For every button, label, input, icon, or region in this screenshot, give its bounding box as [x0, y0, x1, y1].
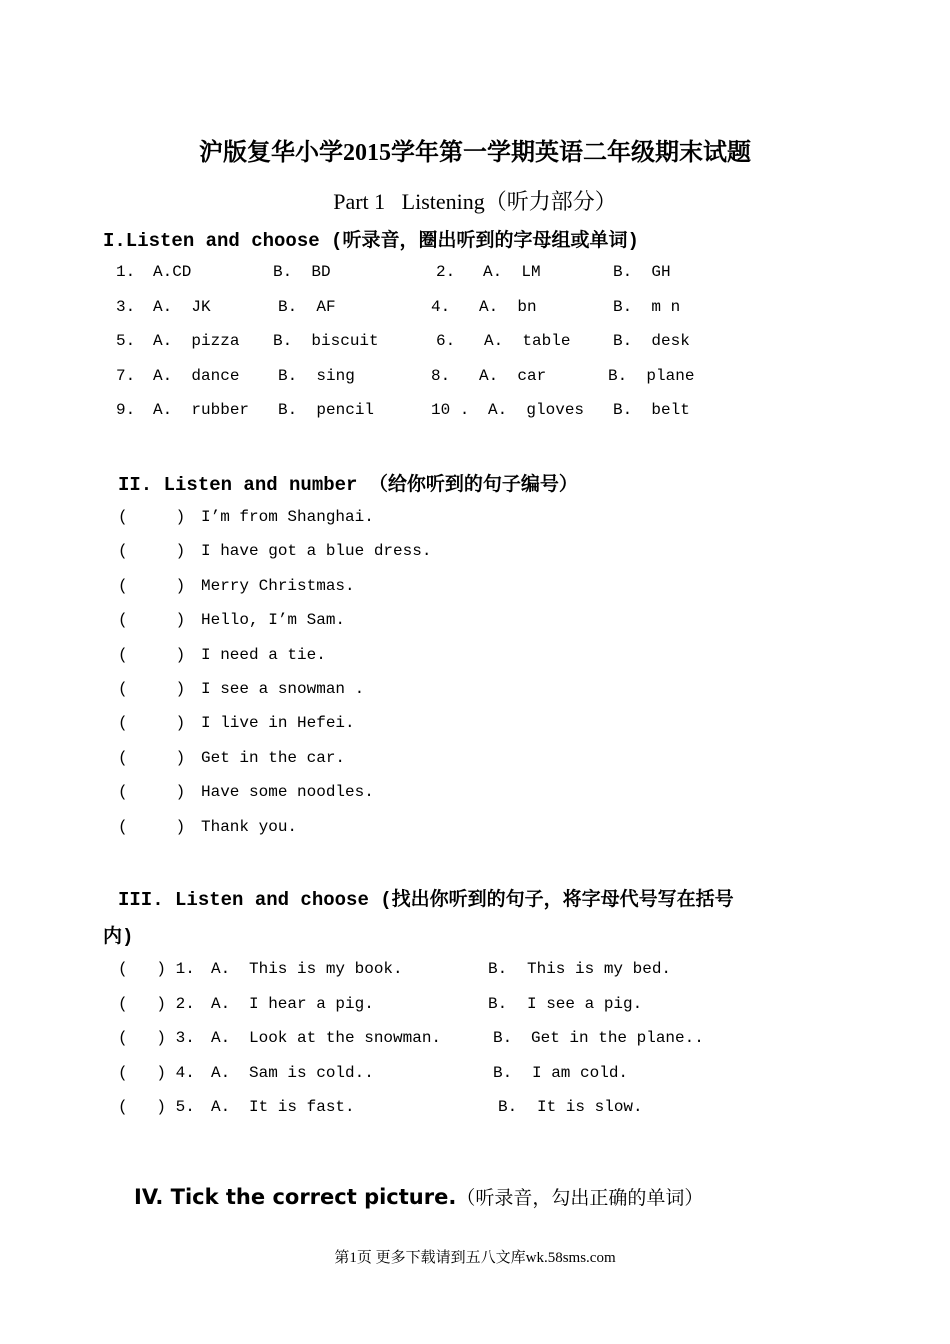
option-b: B. BD: [273, 263, 331, 281]
answer-bracket: ( ): [118, 577, 186, 595]
item-number: 3.: [116, 298, 136, 316]
option-b-text: I am cold.: [532, 1064, 629, 1082]
option-a: A. car: [479, 367, 547, 385]
option-b-text: This is my bed.: [527, 960, 672, 978]
section-4-heading: [118, 1165, 703, 1228]
sentence: Have some noodles.: [201, 783, 374, 801]
section-4-heading-cn: （听录音，勾出正确的单词）: [456, 1187, 704, 1209]
option-a-text: Sam is cold..: [249, 1064, 374, 1082]
answer-bracket: ( ): [118, 542, 186, 560]
item-number: 5.: [116, 332, 136, 350]
option-b: B. biscuit: [273, 332, 379, 350]
option-b-text: I see a pig.: [527, 995, 643, 1013]
page-title: 沪版复华小学2015学年第一学期英语二年级期末试题: [199, 140, 751, 166]
option-b: B. belt: [613, 401, 690, 419]
option-a-label: A.: [211, 1064, 231, 1082]
option-b: B. sing: [278, 367, 355, 385]
option-a: A. table: [484, 332, 571, 350]
option-b-label: B.: [493, 1064, 513, 1082]
option-a: A. LM: [483, 263, 541, 281]
section-1-heading: I.Listen and choose (听录音，圈出听到的字母组或单词): [103, 230, 639, 252]
answer-bracket: ( ): [118, 714, 186, 732]
sentence: I’m from Shanghai.: [201, 508, 374, 526]
sentence: I live in Hefei.: [201, 714, 355, 732]
item-number: 6.: [436, 332, 456, 350]
item-number: 10 .: [431, 401, 470, 419]
option-a-label: A.: [211, 1098, 231, 1116]
question-prefix: ( ) 5.: [118, 1098, 195, 1116]
option-a: A. gloves: [488, 401, 585, 419]
option-a: A. pizza: [153, 332, 240, 350]
item-number: 4.: [431, 298, 451, 316]
option-a: A.CD: [153, 263, 192, 281]
option-b: B. plane: [608, 367, 695, 385]
sentence: Thank you.: [201, 818, 298, 836]
page-footer: 第1页 更多下载请到五八文库wk.58sms.com: [334, 1250, 616, 1266]
answer-bracket: ( ): [118, 646, 186, 664]
item-number: 1.: [116, 263, 136, 281]
option-b-text: It is slow.: [537, 1098, 643, 1116]
sentence: Merry Christmas.: [201, 577, 355, 595]
section-2-heading: II. Listen and number （给你听到的句子编号）: [118, 474, 578, 496]
option-b-label: B.: [498, 1098, 518, 1116]
option-b-label: B.: [488, 960, 508, 978]
answer-bracket: ( ): [118, 680, 186, 698]
option-a: A. rubber: [153, 401, 250, 419]
section-3-heading-continued: 内): [103, 926, 134, 948]
sentence: Hello, I’m Sam.: [201, 611, 346, 629]
option-b-label: B.: [493, 1029, 513, 1047]
option-a-text: This is my book.: [249, 960, 403, 978]
option-a-label: A.: [211, 995, 231, 1013]
option-a: A. bn: [479, 298, 537, 316]
option-a: A. dance: [153, 367, 240, 385]
option-a: A. JK: [153, 298, 211, 316]
sentence: I need a tie.: [201, 646, 326, 664]
question-prefix: ( ) 2.: [118, 995, 195, 1013]
option-a-label: A.: [211, 960, 231, 978]
option-b-label: B.: [488, 995, 508, 1013]
sentence: I see a snowman .: [201, 680, 365, 698]
answer-bracket: ( ): [118, 508, 186, 526]
section-3-heading: III. Listen and choose (找出你听到的句子，将字母代号写在括号: [118, 889, 734, 911]
question-prefix: ( ) 4.: [118, 1064, 195, 1082]
option-b: B. desk: [613, 332, 690, 350]
option-b: B. m n: [613, 298, 681, 316]
item-number: 8.: [431, 367, 451, 385]
page-subtitle: Part 1 Listening（听力部分）: [333, 189, 617, 214]
option-b: B. AF: [278, 298, 336, 316]
option-a-text: It is fast.: [249, 1098, 355, 1116]
option-a-text: I hear a pig.: [249, 995, 374, 1013]
option-b: B. GH: [613, 263, 671, 281]
option-b: B. pencil: [278, 401, 375, 419]
answer-bracket: ( ): [118, 818, 186, 836]
option-b-text: Get in the plane..: [531, 1029, 704, 1047]
sentence: Get in the car.: [201, 749, 346, 767]
answer-bracket: ( ): [118, 611, 186, 629]
sentence: I have got a blue dress.: [201, 542, 432, 560]
option-a-text: Look at the snowman.: [249, 1029, 442, 1047]
option-a-label: A.: [211, 1029, 231, 1047]
section-4-heading-en: IV. Tick the correct picture.: [134, 1185, 457, 1209]
item-number: 9.: [116, 401, 136, 419]
item-number: 7.: [116, 367, 136, 385]
answer-bracket: ( ): [118, 783, 186, 801]
answer-bracket: ( ): [118, 749, 186, 767]
question-prefix: ( ) 1.: [118, 960, 195, 978]
question-prefix: ( ) 3.: [118, 1029, 195, 1047]
item-number: 2.: [436, 263, 456, 281]
